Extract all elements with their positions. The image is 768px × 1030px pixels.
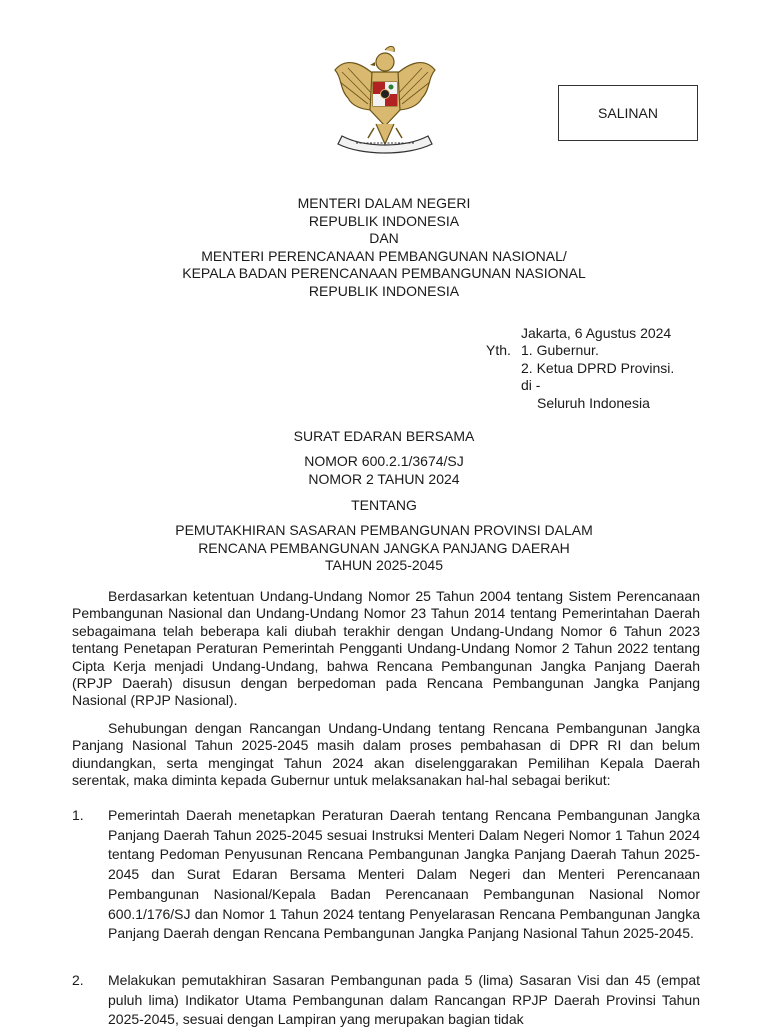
list-item-text: Pemerintah Daerah menetapkan Peraturan Daerah tentang Rencana Pembangunan Jangka Panjang Daerah Tahun 2025-2045 sesuai Instruksi Menteri Dalam Negeri Nomor 1 Tahun 2024 tentang Pedoman Penyusunan Rencana Pembangunan Jangka Panjang Daerah Tahun 2025-2045 dan Surat Edaran Bersama Menteri Dalam Negeri dan Menteri Perencanaan Pembangunan Nasional/Kepala Badan Perencanaan Pembangunan Nasional Nomor 600.1/176/SJ dan Nomor 1 Tahun 2024 tentang Penyelarasan Rencana Pembangunan Jangka Panjang Daerah dengan Rencana Pembangunan Jangka Panjang Nasional Tahun 2025-2045. (108, 807, 700, 942)
place-date: Jakarta, 6 Agustus 2024 (521, 325, 672, 341)
subject-line-2: RENCANA PEMBANGUNAN JANGKA PANJANG DAERAH (198, 539, 570, 556)
tentang-heading (0, 497, 768, 515)
letterhead-line: KEPALA BADAN PERENCANAAN PEMBANGUNAN NASIONAL (182, 265, 586, 281)
letterhead-line: DAN (369, 230, 399, 246)
letterhead-line: REPUBLIK INDONESIA (308, 282, 460, 299)
letterhead-line: MENTERI DALAM NEGERI (297, 195, 471, 211)
instruction-list (72, 806, 700, 944)
yth-label: Yth. (486, 342, 511, 359)
document-number-2: NOMOR 2 TAHUN 2024 (308, 470, 460, 487)
body-paragraph-1: Berdasarkan ketentuan Undang-Undang Nomor 25 Tahun 2004 tentang Sistem Perencanaan Pembangunan Nasional dan Undang-Undang Nomor 23 Tahun 2014 tentang Pemerintahan Daerah sebagaimana telah beberapa kali diubah terakhir dengan Undang-Undang Nomor 6 Tahun 2023 tentang Penetapan Peraturan Pemerintah Pengganti Undang-Undang Nomor 2 Tahun 2022 tentang Cipta Kerja menjadi Undang-Undang, bahwa Rencana Pembangunan Jangka Panjang Daerah (RPJP Daerah) disusun dengan berpedoman pada Rencana Pembangunan Jangka Panjang Nasional (RPJP Nasional). (72, 588, 700, 709)
body-paragraph-2: Sehubungan dengan Rancangan Undang-Undang tentang Rencana Pembangunan Jangka Panjang Nasional Tahun 2025-2045 masih dalam proses pembahasan di DPR RI dan belum diundangkan, serta mengingat Tahun 2024 akan diselenggarakan Pemilihan Kepala Daerah serentak, maka diminta kepada Gubernur untuk melaksanakan hal-hal sebagai berikut: (72, 720, 700, 789)
tentang-label: TENTANG (351, 497, 417, 513)
list-item-number: 2. (72, 972, 84, 988)
recipient-row-1 (486, 342, 674, 359)
recipient-1: 1. Gubernur. (521, 342, 599, 359)
location: Seluruh Indonesia (537, 394, 650, 411)
list-item-text: Melakukan pemutakhiran Sasaran Pembangunan pada 5 (lima) Sasaran Visi dan 45 (empat puluh lima) Indikator Utama Pembangunan dalam Rancangan RPJP Daerah Provinsi Tahun 2025-2045, sesuai dengan Lampiran yang merupakan bagian tidak (108, 972, 700, 1028)
di-label: di - (521, 377, 541, 394)
garuda-emblem-icon (330, 40, 440, 160)
address-block (486, 325, 674, 412)
document-subject (0, 522, 768, 575)
list-item (72, 971, 700, 1030)
document-type (0, 428, 768, 446)
instruction-list (72, 971, 700, 1030)
letterhead (0, 195, 768, 300)
list-item (72, 806, 700, 944)
subject-line-3: TAHUN 2025-2045 (324, 557, 444, 573)
list-item-number: 1. (72, 807, 84, 823)
letterhead-line: REPUBLIK INDONESIA (308, 212, 460, 229)
document-numbers (0, 453, 768, 488)
document-type-label: SURAT EDARAN BERSAMA (293, 428, 475, 444)
subject-line-1: PEMUTAKHIRAN SASARAN PEMBANGUNAN PROVINSI DALAM (175, 522, 593, 538)
salinan-stamp (558, 85, 698, 141)
letterhead-line: MENTERI PERENCANAAN PEMBANGUNAN NASIONAL/ (201, 247, 567, 264)
recipient-2: 2. Ketua DPRD Provinsi. (521, 359, 675, 376)
salinan-label: SALINAN (598, 105, 658, 121)
document-number-1: NOMOR 600.2.1/3674/SJ (304, 453, 464, 469)
